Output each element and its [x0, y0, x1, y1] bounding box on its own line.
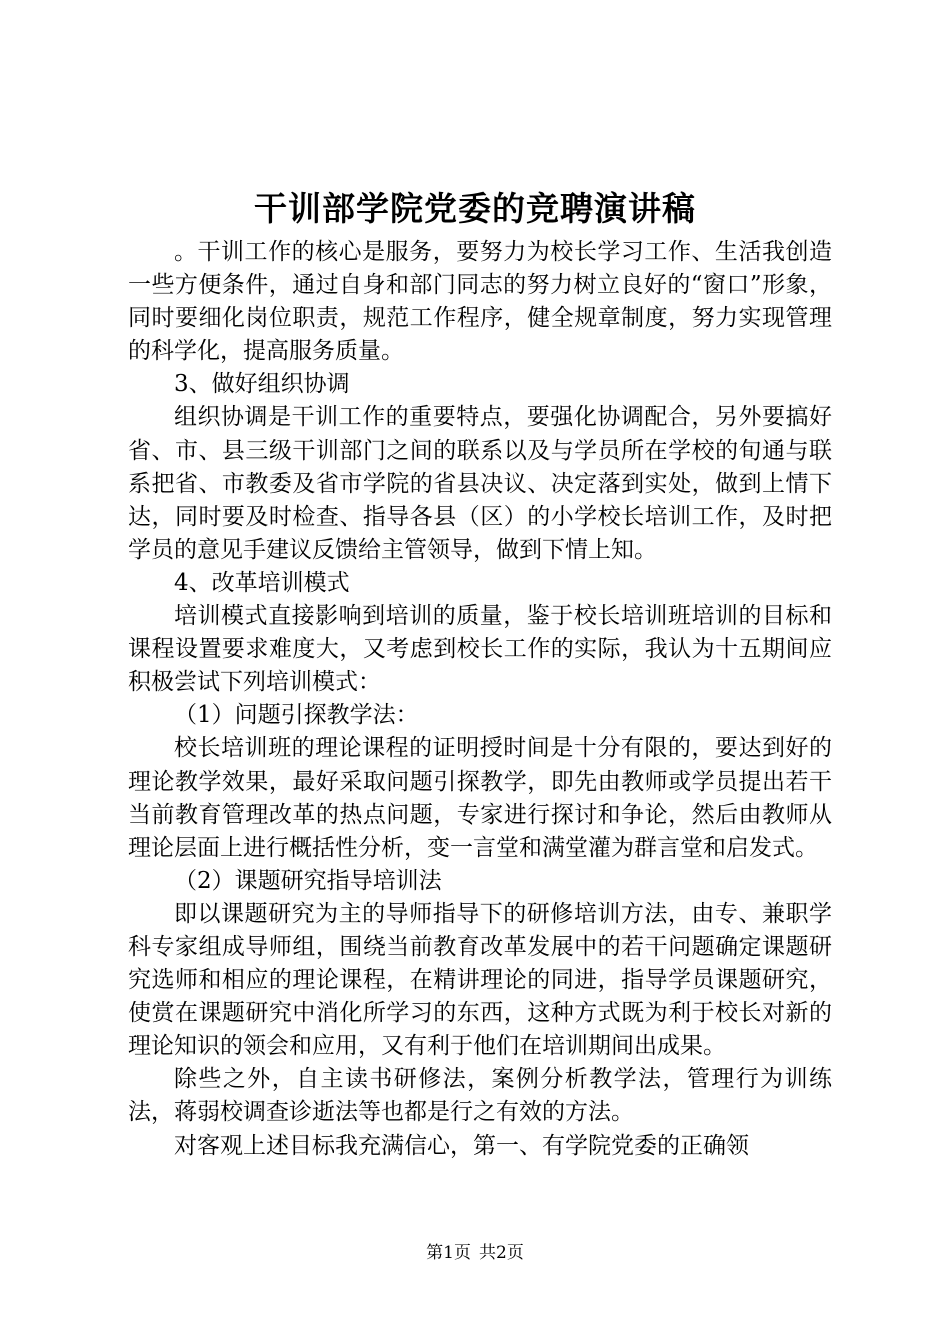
paragraph: 组织协调是干训工作的重要特点，要强化协调配合，另外要搞好省、市、县三级干训部门之间的联系以及与学员所在学校的旬通与联系把省、市教委及省市学院的省县决议、决定落到实处，做到上情下达，同时要及时检查、指导各县（区）的小学校长培训工作，及时把学员的意见手建议反馈给主管领导，做到下情上知。 [128, 404, 832, 563]
section-heading: 3、做好组织协调 [174, 371, 350, 398]
page-footer [0, 1241, 950, 1265]
subsection-heading: （2）课题研究指导培训法 [174, 867, 442, 894]
page-number-current: 第1页 [426, 1243, 471, 1263]
paragraph: 校长培训班的理论课程的证明授时间是十分有限的，要达到好的理论教学效果，最好采取问题引探教学，即先由教师或学员提出若干当前教育管理改革的热点问题，专家进行探讨和争论，然后由教师从理论层面上进行概括性分析，变一言堂和满堂灌为群言堂和启发式。 [128, 735, 832, 861]
document-title: 干训部学院党委的竞聘演讲稿 [254, 189, 696, 228]
paragraph: 除些之外，自主读书研修法，案例分析教学法，管理行为训练法，蒋弱校调查诊逝法等也都是行之有效的方法。 [128, 1066, 832, 1126]
paragraph: 即以课题研究为主的导师指导下的研修培训方法，由专、兼职学科专家组成导师组，围绕当前教育改革发展中的若干问题确定课题研究选师和相应的理论课程，在精讲理论的同进，指导学员课题研究，使赏在课题研究中消化所学习的东西，这种方式既为利于校长对新的理论知识的领会和应用，又有利于他们在培训期间出成果。 [128, 900, 832, 1060]
section-heading: 4、改革培训模式 [174, 569, 350, 596]
paragraph: 培训模式直接影响到培训的质量，鉴于校长培训班培训的目标和课程设置要求难度大，又考虑到校长工作的实际，我认为十五期间应积极尝试下列培训模式： [128, 603, 832, 696]
paragraph: 。干训工作的核心是服务，要努力为校长学习工作、生活我创造一些方便条件，通过自身和部门同志的努力树立良好的“窗口”形象，同时要细化岗位职责，规范工作程序，健全规章制度，努力实现管理的科学化，提高服务质量。 [128, 239, 832, 365]
page-number-total: 共2页 [479, 1243, 524, 1263]
subsection-heading: （1）问题引探教学法： [174, 702, 419, 729]
paragraph: 对客观上述目标我充满信心，第一、有学院党委的正确领 [174, 1132, 749, 1159]
document-body [128, 236, 832, 1163]
